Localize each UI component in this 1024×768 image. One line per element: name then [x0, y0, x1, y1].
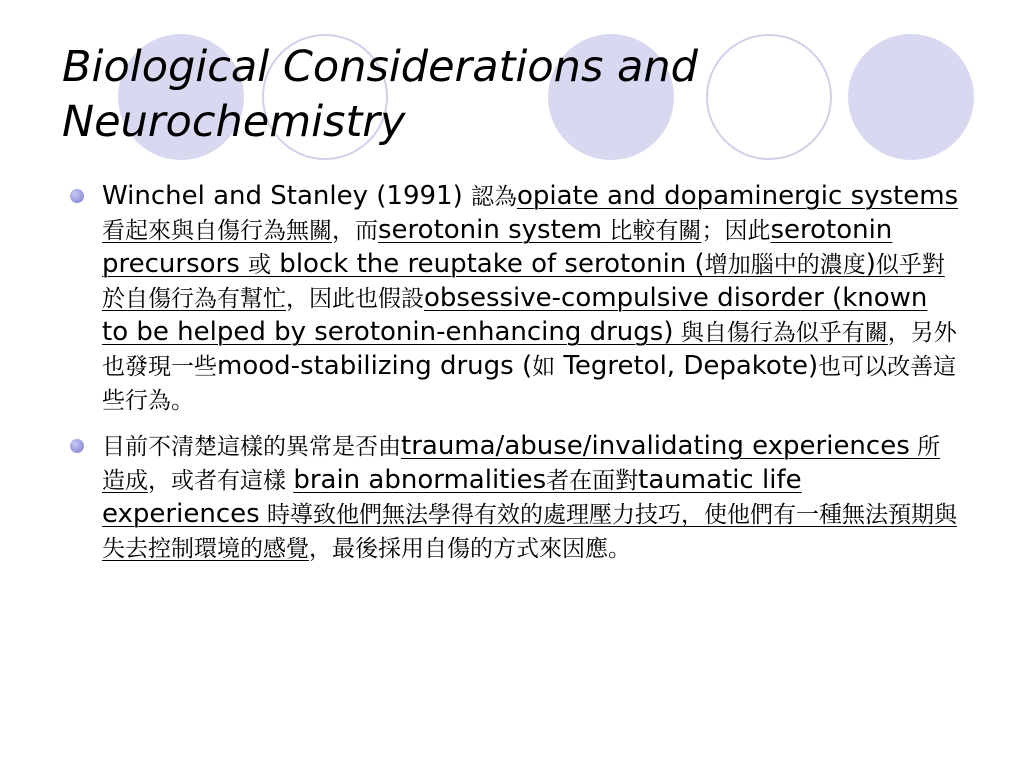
text-run: Winchel and Stanley (1991) — [102, 181, 471, 211]
text-run: trauma/abuse/invalidating experiences — [401, 431, 910, 461]
text-run: 也可以改善這些行為。 — [102, 354, 957, 414]
bullet-item-1 — [70, 180, 960, 418]
text-run: opiate and dopaminergic systems — [516, 181, 959, 211]
text-run: ；因此 — [701, 218, 771, 244]
text-run: brain abnormalities — [293, 465, 547, 495]
slide-title — [62, 40, 962, 150]
text-run: 認為 — [470, 184, 517, 210]
text-run: 比較有關 — [602, 218, 702, 244]
text-run: 與自傷行為似乎有關 — [673, 320, 888, 346]
text-run: 時導致他們無法學得有效的處理壓力技巧，使他們有一種無法預期與失去控制環境的感覺 — [102, 502, 957, 562]
text-run: 增加腦中的濃度 — [704, 252, 866, 278]
text-run: block the reuptake of serotonin ( — [271, 249, 705, 279]
text-run: 目前不清楚這樣的異常是否由 — [102, 434, 401, 460]
title-line-1: Biological Considerations and — [62, 42, 698, 92]
text-run: taumatic life experiences — [102, 465, 802, 529]
text-run: 或 — [248, 252, 272, 278]
text-run: ，而 — [332, 218, 378, 244]
text-run: Tegretol, Depakote) — [555, 351, 819, 381]
slide-body — [70, 180, 960, 578]
bullet-item-2 — [70, 430, 960, 566]
text-run: ，或者有這樣 — [148, 468, 294, 494]
text-run: ) — [865, 249, 876, 279]
circle-bullet-icon — [70, 189, 84, 203]
title-line-2: Neurochemistry — [62, 97, 406, 147]
text-run: obsessive-compulsive disorder (known to be helped by serotonin-enhancing drugs) — [102, 283, 928, 347]
text-run: serotonin precursors — [102, 215, 893, 279]
text-run: ，因此也假設 — [286, 286, 424, 312]
circle-bullet-icon — [70, 439, 84, 453]
text-run: serotonin system — [378, 215, 603, 245]
text-run: 如 — [532, 354, 556, 380]
text-run: 者在面對 — [546, 468, 639, 494]
text-run: 似乎對於自傷行為有幫忙 — [102, 252, 945, 312]
text-run: 所造成 — [102, 434, 941, 494]
text-run: 看起來與自傷行為無關 — [102, 218, 332, 244]
text-run: ，另外也發現一些 — [102, 320, 957, 380]
text-run: mood-stabilizing drugs ( — [217, 351, 533, 381]
text-run: ，最後採用自傷的方式來因應。 — [309, 536, 631, 562]
